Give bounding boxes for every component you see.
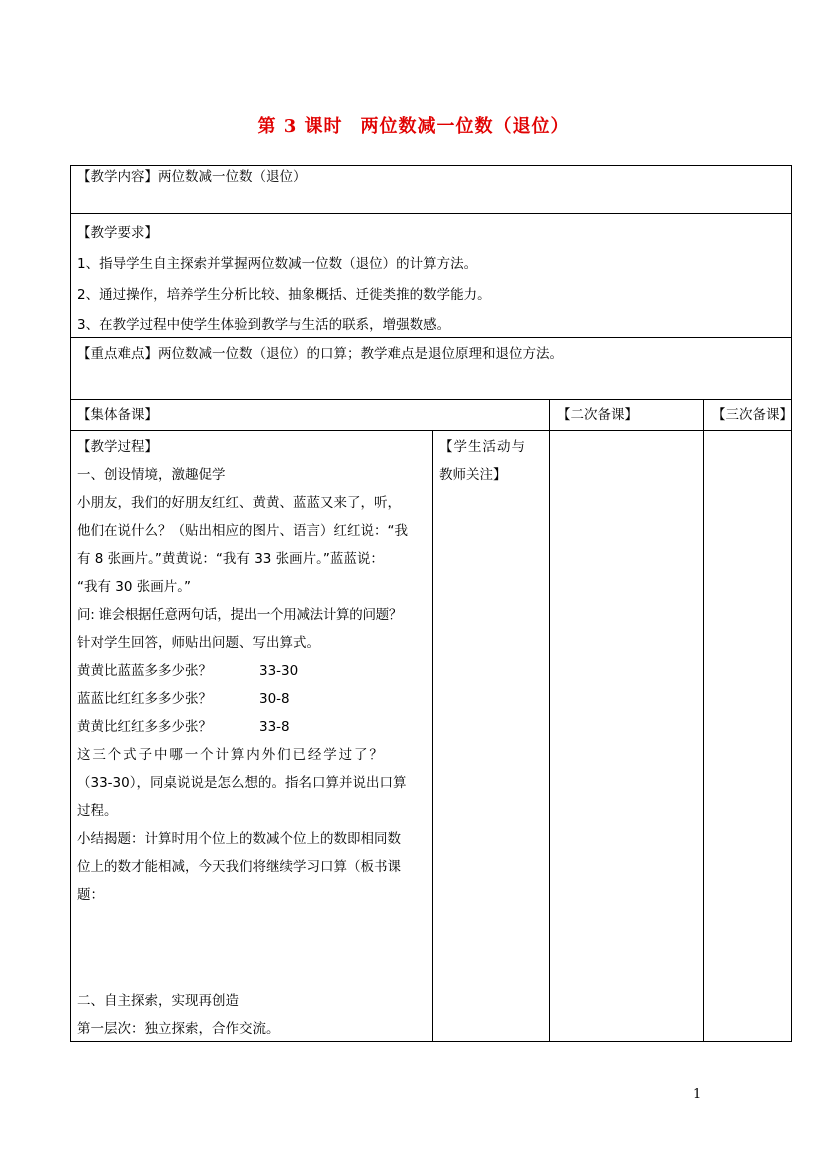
title-lesson: 第 3 课时 <box>257 116 343 137</box>
title-topic: 两位数减一位数（退位） <box>360 116 570 137</box>
page-title <box>0 112 827 138</box>
section-2-title: 二、自主探索，实现再创造 <box>77 993 239 1009</box>
question-expression: 33-30 <box>259 663 299 679</box>
process-line: 问: 谁会根据任意两句话，提出一个用减法计算的问题？ <box>77 607 403 623</box>
process-line: 有 8 张画片。”黄黄说：“我有 33 张画片。”蓝蓝说： <box>77 551 384 567</box>
requirement-item-1: 1、指导学生自主探索并掌握两位数减一位数（退位）的计算方法。 <box>77 256 478 272</box>
question-text: 黄黄比红红多多少张？ <box>77 719 212 735</box>
col-divider <box>549 399 550 1042</box>
requirements-heading: 【教学要求】 <box>77 225 158 241</box>
process-line: 题： <box>77 887 104 903</box>
process-line: 他们在说什么？（贴出相应的图片、语言）红红说：“我 <box>77 523 408 539</box>
process-heading: 【教学过程】 <box>77 439 158 455</box>
process-line: “我有 30 张画片。” <box>77 579 191 595</box>
second-prep-header: 【二次备课】 <box>557 407 638 423</box>
student-activity-header-1: 【学生活动与 <box>439 439 526 455</box>
collective-prep-header: 【集体备课】 <box>77 407 158 423</box>
row-divider <box>70 337 792 338</box>
process-line: 这 三 个 式 子 中 哪 一 个 计 算 内 外 们 已 经 学 过 了 ？ <box>77 747 382 763</box>
teaching-process <box>77 433 429 909</box>
content-row-text: 【教学内容】两位数减一位数（退位） <box>77 169 307 185</box>
lesson-plan-table <box>70 165 792 1042</box>
requirement-item-2: 2、通过操作，培养学生分析比较、抽象概括、迁徙类推的数学能力。 <box>77 287 491 303</box>
third-prep-header: 【三次备课】 <box>712 407 793 423</box>
row-divider <box>70 399 792 400</box>
table-border-bottom <box>70 1041 792 1042</box>
requirement-item-3: 3、在教学过程中使学生体验到教学与生活的联系，增强数感。 <box>77 317 451 333</box>
process-line: 小朋友，我们的好朋友红红、黄黄、蓝蓝又来了，听， <box>77 495 401 511</box>
row-divider <box>70 213 792 214</box>
col-divider <box>432 430 433 1042</box>
question-expression: 33-8 <box>259 719 290 735</box>
page-number: 1 <box>693 1087 702 1102</box>
process-line: 过程。 <box>77 803 118 819</box>
question-expression: 30-8 <box>259 691 290 707</box>
question-text: 蓝蓝比红红多多少张？ <box>77 691 212 707</box>
process-line: 针对学生回答，师贴出问题、写出算式。 <box>77 635 320 651</box>
section-1-title: 一、创设情境，激趣促学 <box>77 467 226 483</box>
key-points-text: 【重点难点】两位数减一位数（退位）的口算；教学难点是退位原理和退位方法。 <box>77 346 563 362</box>
process-line: （33-30），同桌说说是怎么想的。指名口算并说出口算 <box>77 775 407 791</box>
question-row <box>77 713 429 741</box>
table-border-right <box>791 165 792 1042</box>
row-divider <box>70 430 792 431</box>
question-text: 黄黄比蓝蓝多多少张？ <box>77 663 212 679</box>
student-activity-header-2: 教师关注】 <box>439 467 507 483</box>
question-row <box>77 685 429 713</box>
level-1-text: 第一层次：独立探索，合作交流。 <box>77 1021 280 1037</box>
col-divider <box>703 399 704 1042</box>
question-row <box>77 657 429 685</box>
process-line: 小结揭题：计算时用个位上的数减个位上的数即相同数 <box>77 831 401 847</box>
table-border-top <box>70 165 792 166</box>
process-line: 位上的数才能相减，今天我们将继续学习口算（板书课 <box>77 859 401 875</box>
table-border-left <box>70 165 71 1042</box>
